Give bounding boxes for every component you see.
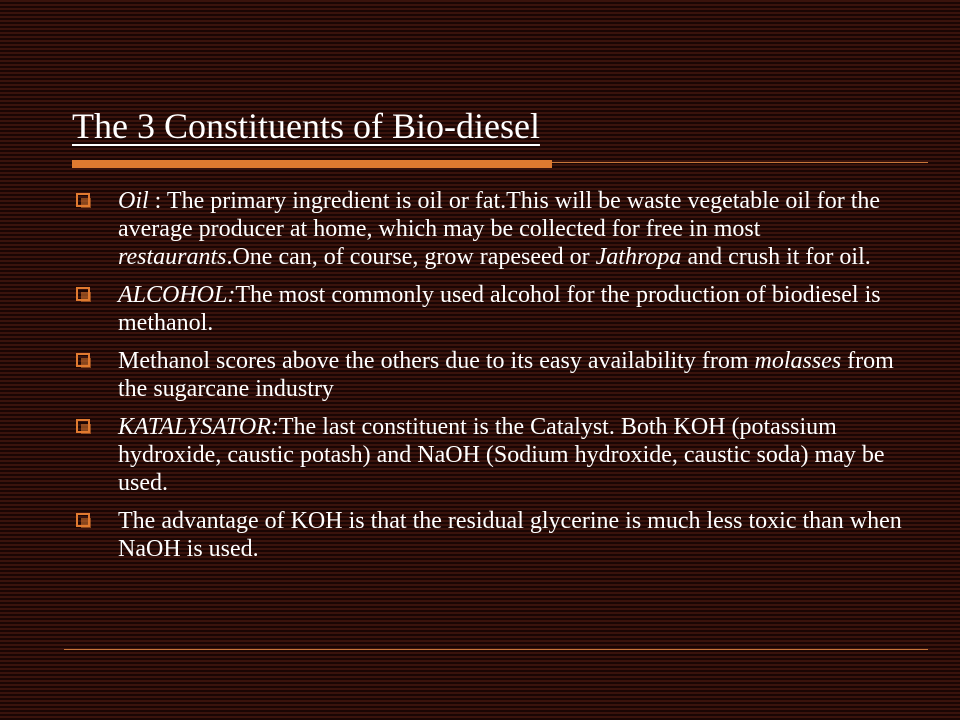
bullet-text: The most commonly used alcohol for the production of biodiesel is methanol.: [118, 282, 881, 336]
bullet-text-emphasis: restaurants: [118, 244, 227, 270]
hollow-square-bullet-icon: [76, 193, 90, 207]
bullet-text-emphasis: molasses: [754, 348, 842, 374]
bullet-item: [76, 413, 906, 497]
bullet-text: Methanol scores above the others due to its easy availability from: [118, 348, 755, 374]
bullet-text-emphasis: Jathropa: [595, 244, 682, 270]
footer-divider-line: [64, 649, 928, 650]
hollow-square-bullet-icon: [76, 353, 90, 367]
bullet-text: The last constituent is the Catalyst. Both KOH (potassium hydroxide, caustic potash) and NaOH (Sodium hydroxide, caustic soda) may be used.: [118, 414, 885, 496]
bullet-text: .One can, of course, grow rapeseed or: [226, 244, 596, 270]
hollow-square-bullet-icon: [76, 513, 90, 527]
title-accent-bar: [72, 160, 552, 168]
bullet-text: from the sugarcane industry: [118, 348, 894, 402]
slide-title: The 3 Constituents of Bio-diesel: [72, 106, 540, 146]
hollow-square-bullet-icon: [76, 419, 90, 433]
bullet-list: [76, 187, 906, 573]
bullet-text: and crush it for oil.: [681, 244, 871, 270]
bullet-text: The advantage of KOH is that the residual glycerine is much less toxic than when NaOH is used.: [118, 508, 902, 562]
bullet-item: [76, 187, 906, 271]
bullet-text: : The primary ingredient is oil or fat.This will be waste vegetable oil for the average producer at home, which may be collected for free in most: [118, 188, 881, 242]
hollow-square-bullet-icon: [76, 287, 90, 301]
bullet-text-emphasis: KATALYSATOR:: [118, 414, 279, 440]
bullet-item: [76, 507, 906, 563]
bullet-text-emphasis: ALCOHOL:: [118, 282, 236, 308]
bullet-item: [76, 347, 906, 403]
bullet-item: [76, 281, 906, 337]
bullet-text-emphasis: Oil: [118, 188, 149, 214]
